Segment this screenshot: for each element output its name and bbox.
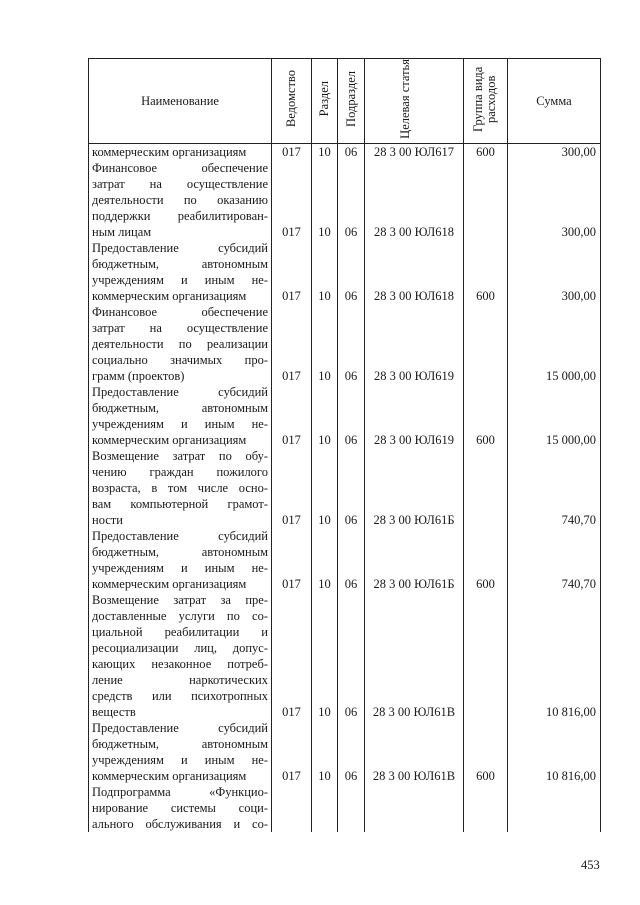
name-line: Возмещение затрат за пре- — [92, 593, 268, 607]
name-line: средств или психотропных — [92, 689, 268, 703]
row-name-cell — [89, 160, 272, 240]
name-line: циальной реабилитации и — [92, 625, 268, 639]
row-name-cell — [89, 144, 272, 161]
row-podrazdel — [338, 784, 365, 832]
row-vedomstvo: 017 — [272, 448, 312, 528]
name-line: коммерческим организациям — [92, 289, 247, 303]
row-name-cell — [89, 304, 272, 384]
name-line: грамм (проектов) — [92, 369, 185, 383]
row-razdel: 10 — [312, 528, 338, 592]
row-razdel: 10 — [312, 592, 338, 720]
row-vedomstvo — [272, 784, 312, 832]
row-gruppa-vida-raskhodov — [464, 784, 508, 832]
row-summa: 300,00 — [508, 160, 601, 240]
row-razdel: 10 — [312, 160, 338, 240]
row-razdel — [312, 784, 338, 832]
name-line: коммерческим организациям — [92, 145, 247, 159]
name-line: коммерческим организациям — [92, 577, 247, 591]
row-celevaya-statya: 28 3 00 ЮЛ61Б — [365, 528, 464, 592]
row-name-cell — [89, 720, 272, 784]
row-summa: 740,70 — [508, 528, 601, 592]
name-line: учреждениям и иным не- — [92, 753, 268, 767]
name-line: коммерческим организациям — [92, 433, 247, 447]
row-podrazdel: 06 — [338, 144, 365, 161]
row-celevaya-statya: 28 3 00 ЮЛ61В — [365, 592, 464, 720]
row-razdel: 10 — [312, 240, 338, 304]
row-summa: 300,00 — [508, 144, 601, 161]
name-line: доставленные услуги по со- — [92, 609, 268, 623]
name-line: кающих незаконное потреб- — [92, 657, 268, 671]
row-podrazdel: 06 — [338, 160, 365, 240]
table-row — [89, 384, 601, 448]
header-podrazdel: Подраздел — [343, 71, 358, 127]
name-line: бюджетным, автономным — [92, 737, 268, 751]
row-celevaya-statya: 28 3 00 ЮЛ61Б — [365, 448, 464, 528]
header-razdel: Раздел — [317, 81, 331, 117]
row-gruppa-vida-raskhodov — [464, 160, 508, 240]
row-razdel: 10 — [312, 144, 338, 161]
table-row — [89, 240, 601, 304]
name-line: бюджетным, автономным — [92, 257, 268, 271]
name-line: затрат на осуществление — [92, 321, 268, 335]
row-summa: 15 000,00 — [508, 304, 601, 384]
name-line: учреждениям и иным не- — [92, 561, 268, 575]
name-line: ление наркотических — [92, 673, 268, 687]
row-razdel: 10 — [312, 448, 338, 528]
name-line: Предоставление субсидий — [92, 529, 268, 543]
name-line: затрат на осуществление — [92, 177, 268, 191]
row-celevaya-statya: 28 3 00 ЮЛ61В — [365, 720, 464, 784]
row-summa: 740,70 — [508, 448, 601, 528]
table-row — [89, 528, 601, 592]
row-vedomstvo: 017 — [272, 144, 312, 161]
name-line: Возмещение затрат по обу- — [92, 449, 268, 463]
row-name-cell — [89, 448, 272, 528]
name-line: учреждениям и иным не- — [92, 417, 268, 431]
row-razdel: 10 — [312, 304, 338, 384]
row-vedomstvo: 017 — [272, 720, 312, 784]
row-podrazdel: 06 — [338, 448, 365, 528]
table-row — [89, 720, 601, 784]
row-vedomstvo: 017 — [272, 528, 312, 592]
header-vedomstvo: Ведомство — [284, 70, 298, 128]
row-name-cell — [89, 784, 272, 832]
table-header — [89, 59, 601, 144]
row-summa: 300,00 — [508, 240, 601, 304]
name-line: социально значимых про- — [92, 353, 268, 367]
row-podrazdel: 06 — [338, 592, 365, 720]
table-row — [89, 160, 601, 240]
table-row — [89, 592, 601, 720]
row-summa: 10 816,00 — [508, 592, 601, 720]
header-celevaya-statya: Целевая статья — [398, 59, 412, 139]
row-podrazdel: 06 — [338, 528, 365, 592]
name-line: возраста, в том числе осно- — [92, 481, 268, 495]
name-line: ресоциализации лиц, допус- — [92, 641, 268, 655]
row-vedomstvo: 017 — [272, 592, 312, 720]
row-celevaya-statya: 28 3 00 ЮЛ619 — [365, 384, 464, 448]
row-celevaya-statya: 28 3 00 ЮЛ617 — [365, 144, 464, 161]
row-podrazdel: 06 — [338, 720, 365, 784]
header-summa: Сумма — [508, 59, 601, 144]
name-line: коммерческим организациям — [92, 769, 247, 783]
name-line: ным лицам — [92, 225, 152, 239]
row-gruppa-vida-raskhodov: 600 — [464, 720, 508, 784]
row-gruppa-vida-raskhodov — [464, 448, 508, 528]
table-row — [89, 304, 601, 384]
name-line: ального обслуживания и со- — [92, 817, 268, 831]
table-row — [89, 784, 601, 832]
row-vedomstvo: 017 — [272, 240, 312, 304]
row-name-cell — [89, 240, 272, 304]
table-body — [89, 144, 601, 833]
row-gruppa-vida-raskhodov — [464, 592, 508, 720]
row-summa: 15 000,00 — [508, 384, 601, 448]
row-celevaya-statya — [365, 784, 464, 832]
name-line: ности — [92, 513, 123, 527]
name-line: веществ — [92, 705, 136, 719]
row-celevaya-statya: 28 3 00 ЮЛ618 — [365, 240, 464, 304]
name-line: Предоставление субсидий — [92, 721, 268, 735]
name-line: Финансовое обеспечение — [92, 305, 268, 319]
name-line: деятельности по оказанию — [92, 193, 268, 207]
row-gruppa-vida-raskhodov: 600 — [464, 240, 508, 304]
name-line: бюджетным, автономным — [92, 401, 268, 415]
header-gruppa-vida-raskhodov: Группа вида расходов — [470, 66, 498, 132]
name-line: учреждениям и иным не- — [92, 273, 268, 287]
name-line: Предоставление субсидий — [92, 241, 268, 255]
row-name-cell — [89, 384, 272, 448]
name-line: деятельности по реализации — [92, 337, 268, 351]
name-line: Подпрограмма «Функцио- — [92, 785, 268, 799]
row-name-cell — [89, 528, 272, 592]
row-vedomstvo: 017 — [272, 384, 312, 448]
name-line: Предоставление субсидий — [92, 385, 268, 399]
row-gruppa-vida-raskhodov: 600 — [464, 144, 508, 161]
row-vedomstvo: 017 — [272, 304, 312, 384]
budget-table — [88, 58, 601, 832]
page-number: 453 — [581, 858, 600, 872]
row-podrazdel: 06 — [338, 384, 365, 448]
row-gruppa-vida-raskhodov — [464, 304, 508, 384]
row-razdel: 10 — [312, 720, 338, 784]
header-name: Наименование — [89, 59, 272, 144]
row-podrazdel: 06 — [338, 304, 365, 384]
table-row — [89, 144, 601, 161]
name-line: поддержки реабилитирован- — [92, 209, 268, 223]
row-summa — [508, 784, 601, 832]
row-celevaya-statya: 28 3 00 ЮЛ618 — [365, 160, 464, 240]
row-vedomstvo: 017 — [272, 160, 312, 240]
row-gruppa-vida-raskhodov: 600 — [464, 384, 508, 448]
name-line: вам компьютерной грамот- — [92, 497, 268, 511]
row-celevaya-statya: 28 3 00 ЮЛ619 — [365, 304, 464, 384]
row-podrazdel: 06 — [338, 240, 365, 304]
name-line: чению граждан пожилого — [92, 465, 268, 479]
row-gruppa-vida-raskhodov: 600 — [464, 528, 508, 592]
row-summa: 10 816,00 — [508, 720, 601, 784]
name-line: Финансовое обеспечение — [92, 161, 268, 175]
row-name-cell — [89, 592, 272, 720]
name-line: нирование системы соци- — [92, 801, 268, 815]
table-row — [89, 448, 601, 528]
name-line: бюджетным, автономным — [92, 545, 268, 559]
row-razdel: 10 — [312, 384, 338, 448]
